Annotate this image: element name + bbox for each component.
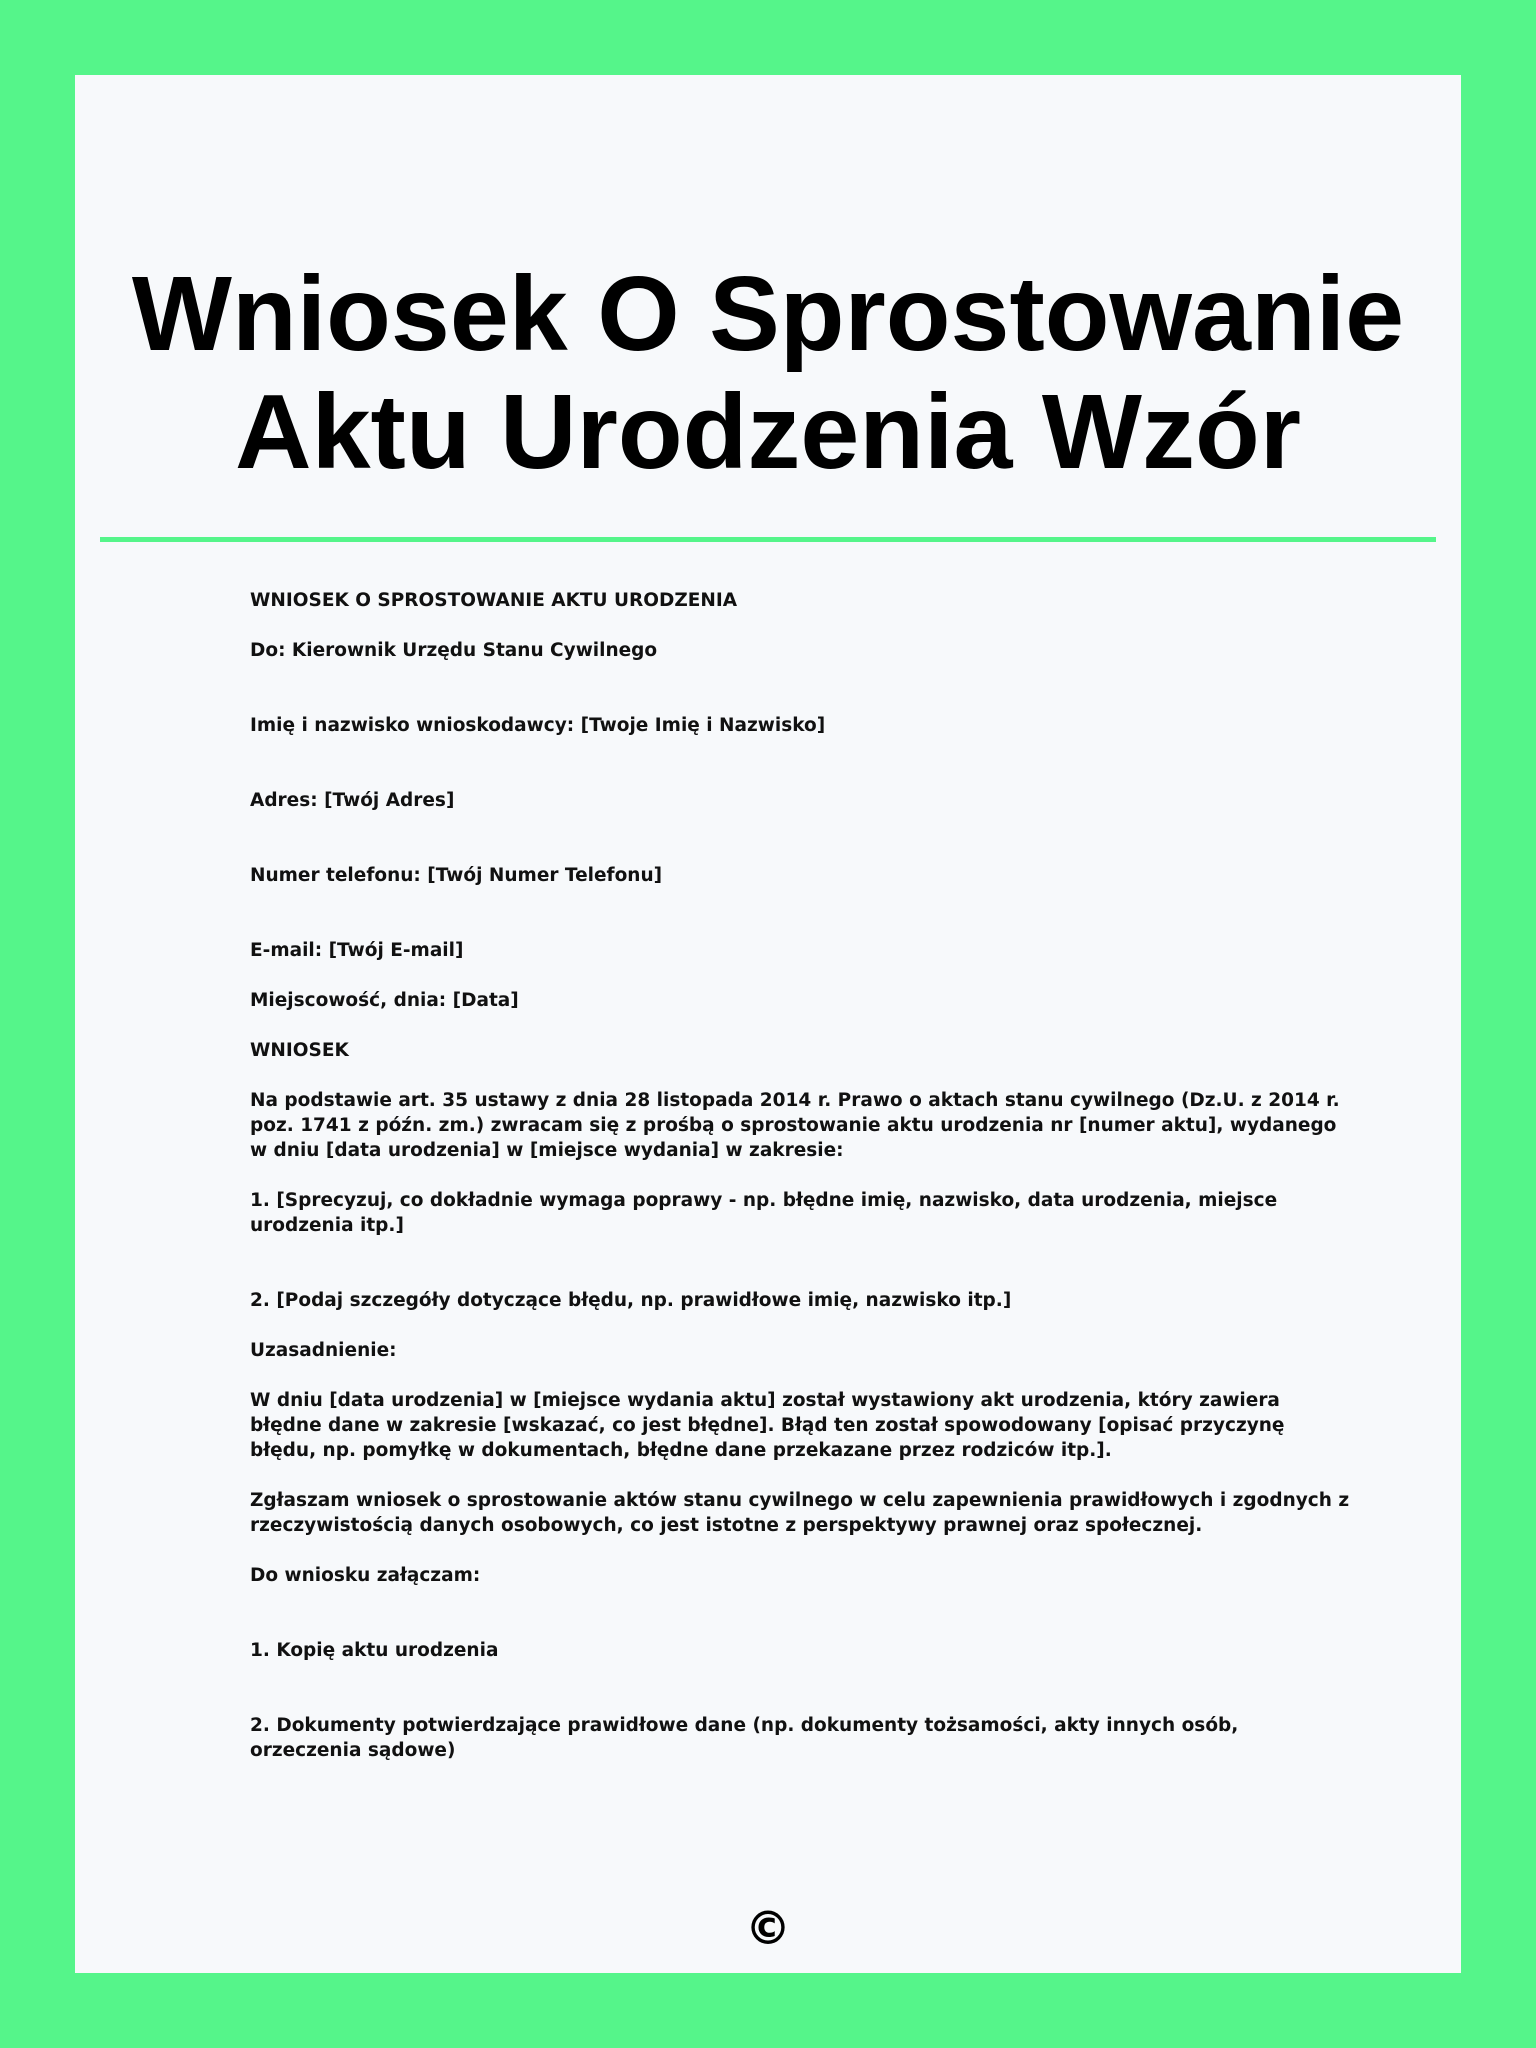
request-paragraph: Na podstawie art. 35 ustawy z dnia 28 listopada 2014 r. Prawo o aktach stanu cywilnego (Dz.U. z 2014 r. poz. 1741 z późn. zm.) zwracam się z prośbą o sprostowanie aktu urodzenia nr [numer aktu], wydanego w dniu [data urodzenia] w [miejsce wydania] w zakresie: xyxy=(250,1090,1340,1161)
request-reason-paragraph: Zgłaszam wniosek o sprostowanie aktów stanu cywilnego w celu zapewnienia prawidłowych i zgodnych z rzeczywistością danych osobowych, co jest istotne z perspektywy prawnej oraz społecznej. xyxy=(250,1490,1350,1536)
document-heading: WNIOSEK O SPROSTOWANIE AKTU URODZENIA xyxy=(250,590,738,611)
email-line: E-mail: [Twój E-mail] xyxy=(250,940,464,961)
page-title-line-2: Aktu Urodzenia Wzór xyxy=(235,373,1301,491)
title-divider xyxy=(100,537,1436,542)
attachment-item-2: 2. Dokumenty potwierdzające prawidłowe dane (np. dokumenty tożsamości, akty innych osób, orzeczenia sądowe) xyxy=(250,1715,1239,1761)
attachment-item-1: 1. Kopię aktu urodzenia xyxy=(250,1640,499,1661)
copyright-icon: © xyxy=(745,1901,791,1955)
correction-item-2: 2. [Podaj szczegóły dotyczące błędu, np. prawidłowe imię, nazwisko itp.] xyxy=(250,1290,1012,1311)
page-title xyxy=(75,255,1461,491)
document-body xyxy=(250,588,1350,1763)
phone-line: Numer telefonu: [Twój Numer Telefonu] xyxy=(250,865,663,886)
justification-paragraph: W dniu [data urodzenia] w [miejsce wydania aktu] został wystawiony akt urodzenia, który zawiera błędne dane w zakresie [wskazać, co jest błędne]. Błąd ten został spowodowany [opisać przyczynę błędu, np. pomyłkę w dokumentach, błędne dane przekazane przez rodziców itp.]. xyxy=(250,1390,1285,1461)
page-title-line-1: Wniosek O Sprostowanie xyxy=(131,255,1405,373)
recipient-line: Do: Kierownik Urzędu Stanu Cywilnego xyxy=(250,640,658,661)
justification-heading: Uzasadnienie: xyxy=(250,1340,397,1361)
request-heading: WNIOSEK xyxy=(250,1040,349,1061)
applicant-name-line: Imię i nazwisko wnioskodawcy: [Twoje Imię i Nazwisko] xyxy=(250,715,826,736)
attachments-heading: Do wniosku załączam: xyxy=(250,1565,481,1586)
place-date-line: Miejscowość, dnia: [Data] xyxy=(250,990,519,1011)
document-sheet xyxy=(75,75,1461,1973)
correction-item-1: 1. [Sprecyzuj, co dokładnie wymaga poprawy - np. błędne imię, nazwisko, data urodzenia, miejsce urodzenia itp.] xyxy=(250,1190,1278,1236)
address-line: Adres: [Twój Adres] xyxy=(250,790,455,811)
